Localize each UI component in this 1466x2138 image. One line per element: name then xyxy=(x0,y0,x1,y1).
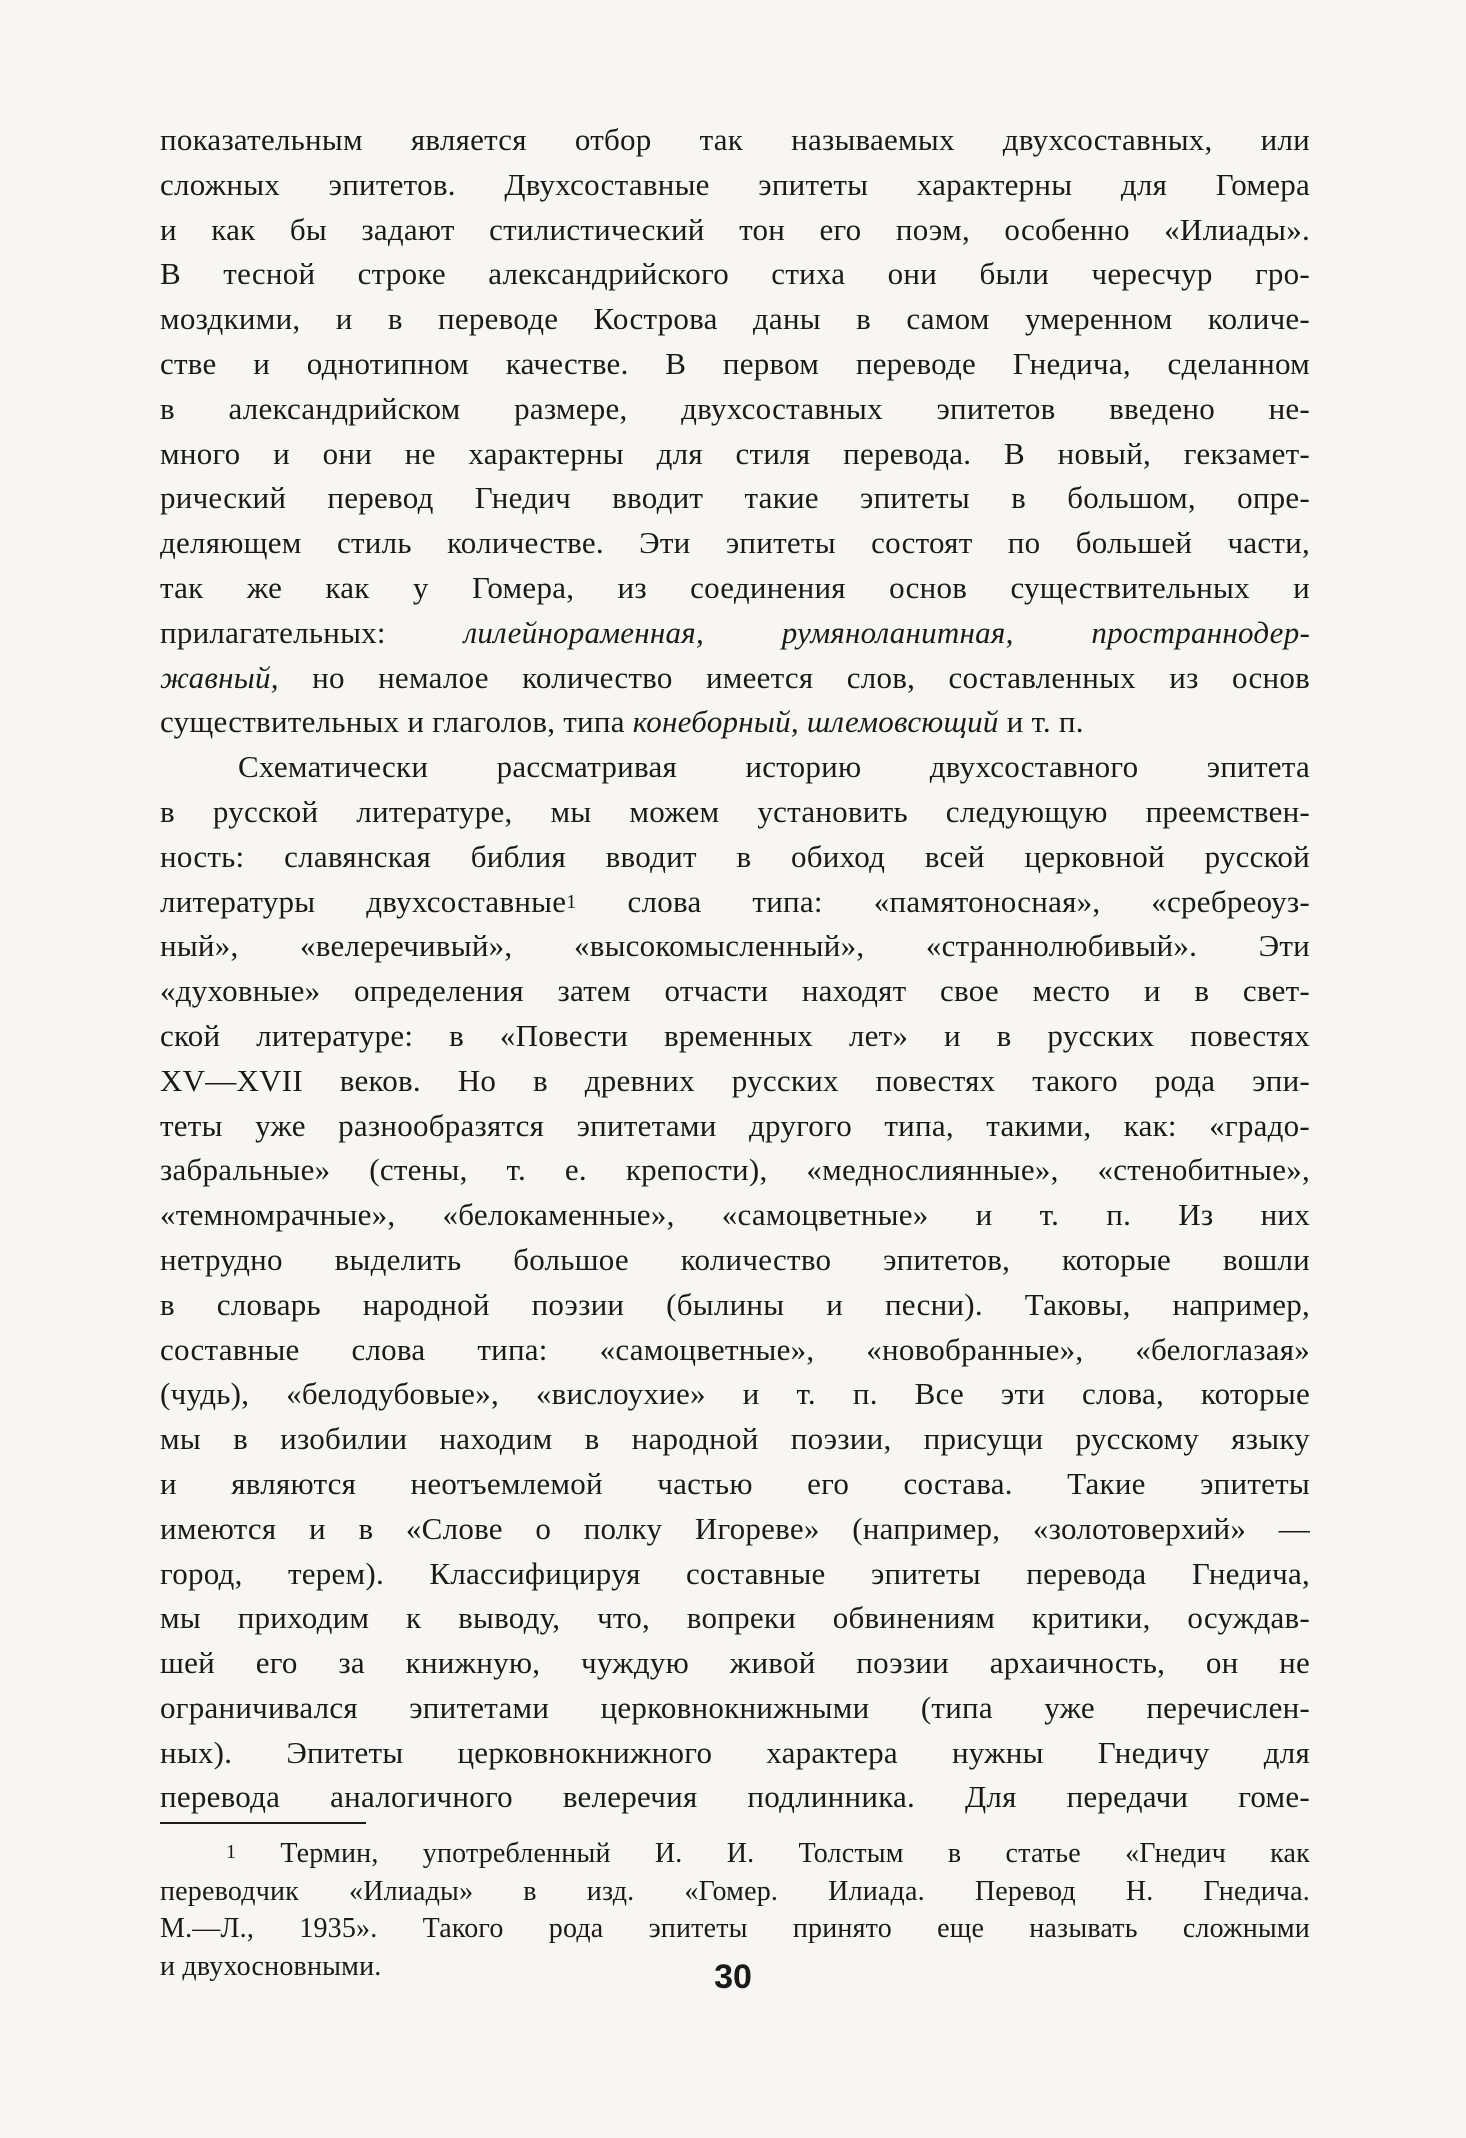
footnote-marker: 1 xyxy=(226,1841,237,1863)
text-line: шей его за книжную, чуждую живой поэзии архаичность, он не xyxy=(160,1645,1310,1681)
text-line: ный», «велеречивый», «высокомысленный», «страннолюбивый». Эти xyxy=(160,928,1310,964)
text-run: слова типа: «памятоносная», «сребреоуз- xyxy=(576,883,1310,919)
text-line: перевода аналогичного велеречия подлинника. Для передачи гоме- xyxy=(160,1779,1310,1815)
text-line: забральные» (стены, т. е. крепости), «меднослиянные», «стенобитные», xyxy=(160,1152,1310,1188)
text-line: теты уже разнообразятся эпитетами другого типа, такими, как: «градо- xyxy=(160,1107,1310,1143)
text-line xyxy=(160,700,1310,745)
italic-epithet: румяноланитная, xyxy=(781,614,1014,650)
italic-epithet: пространнодер- xyxy=(1091,614,1311,650)
text-line: так же как у Гомера, из соединения основ существительных и xyxy=(160,569,1310,605)
text-line: нетрудно выделить большое количество эпитетов, которые вошли xyxy=(160,1241,1310,1277)
text-line: и являются неотъемлемой частью его состава. Такие эпитеты xyxy=(160,1465,1310,1501)
italic-epithet: шлемовсющий xyxy=(806,704,999,740)
paragraph-start-line: Схематически рассматривая историю двухсоставного эпитета xyxy=(238,749,1310,785)
text-line: В тесной строке александрийского стиха они были чересчур гро- xyxy=(160,256,1310,292)
italic-epithet: жавный, xyxy=(160,659,279,695)
text-line: сложных эпитетов. Двухсоставные эпитеты характерны для Гомера xyxy=(160,166,1310,202)
text-line: в александрийском размере, двухсоставных эпитетов введено не- xyxy=(160,390,1310,426)
text-line: рический перевод Гнедич вводит такие эпитеты в большом, опре- xyxy=(160,480,1310,516)
text-line: в словарь народной поэзии (былины и песни). Таковы, например, xyxy=(160,1286,1310,1322)
text-line: показательным является отбор так называемых двухсоставных, или xyxy=(160,122,1310,157)
text-line: мы в изобилии находим в народной поэзии, присущи русскому языку xyxy=(160,1421,1310,1457)
text-line: составные слова типа: «самоцветные», «новобранные», «белоглазая» xyxy=(160,1331,1310,1367)
text-line: ограничивался эпитетами церковнокнижными (типа уже перечислен- xyxy=(160,1689,1310,1725)
text-line xyxy=(160,880,1310,925)
main-text xyxy=(160,118,1310,1820)
footnote-line: переводчик «Илиады» в изд. «Гомер. Илиада. Перевод Н. Гнедича. xyxy=(160,1875,1310,1907)
text-line xyxy=(160,611,1310,656)
text-line: имеются и в «Слове о полку Игореве» (например, «золотоверхий» — xyxy=(160,1510,1310,1546)
text-line: мы приходим к выводу, что, вопреки обвинениям критики, осуждав- xyxy=(160,1600,1310,1636)
footnote-reference[interactable]: 1 xyxy=(566,890,577,913)
text-run: но немалое количество имеется слов, составленных из основ xyxy=(278,659,1310,695)
text-line: (чудь), «белодубовые», «вислоухие» и т. п. Все эти слова, которые xyxy=(160,1376,1310,1412)
footnote-line: и двухосновными. xyxy=(160,1950,382,1982)
text-run: и т. п. xyxy=(998,704,1084,740)
footnote-line: М.—Л., 1935». Такого рода эпитеты принято еще называть сложными xyxy=(160,1913,1310,1944)
text-run: литературы двухсоставные xyxy=(160,883,567,919)
text-line: и как бы задают стилистический тон его поэм, особенно «Илиады». xyxy=(160,211,1310,247)
text-line: в русской литературе, мы можем установить следующую преемствен- xyxy=(160,793,1310,829)
text-line: XV—XVII веков. Но в древних русских повестях такого рода эпи- xyxy=(160,1062,1310,1098)
text-line: «темномрачные», «белокаменные», «самоцветные» и т. п. Из них xyxy=(160,1197,1310,1233)
italic-epithet: лилейнораменная, xyxy=(463,614,704,650)
text-line: ность: славянская библия вводит в обиход всей церковной русской xyxy=(160,838,1310,874)
italic-epithet: конеборный, xyxy=(632,704,799,740)
text-run: существительных и глаголов, типа xyxy=(160,704,633,740)
text-line xyxy=(160,656,1310,701)
text-line: «духовные» определения затем отчасти находят свое место и в свет- xyxy=(160,973,1310,1009)
text-run: прилагательных: xyxy=(160,614,464,650)
text-line: ных). Эпитеты церковнокнижного характера нужны Гнедичу для xyxy=(160,1734,1310,1770)
text-line: моздкими, и в переводе Кострова даны в самом умеренном количе- xyxy=(160,301,1310,337)
text-line: город, терем). Классифицируя составные эпитеты перевода Гнедича, xyxy=(160,1555,1310,1591)
footnote-line xyxy=(160,1835,1310,1873)
text-line: деляющем стиль количестве. Эти эпитеты состоят по большей части, xyxy=(160,525,1310,561)
text-line: стве и однотипном качестве. В первом переводе Гнедича, сделанном xyxy=(160,345,1310,381)
footnote-divider xyxy=(160,1822,366,1824)
text-line: ской литературе: в «Повести временных лет» и в русских повестях xyxy=(160,1017,1310,1053)
page-number: 30 xyxy=(714,1958,752,1996)
text-line: много и они не характерны для стиля перевода. В новый, гекзамет- xyxy=(160,435,1310,471)
text-run: Термин, употребленный И. И. Толстым в статье «Гнедич как xyxy=(236,1838,1310,1869)
